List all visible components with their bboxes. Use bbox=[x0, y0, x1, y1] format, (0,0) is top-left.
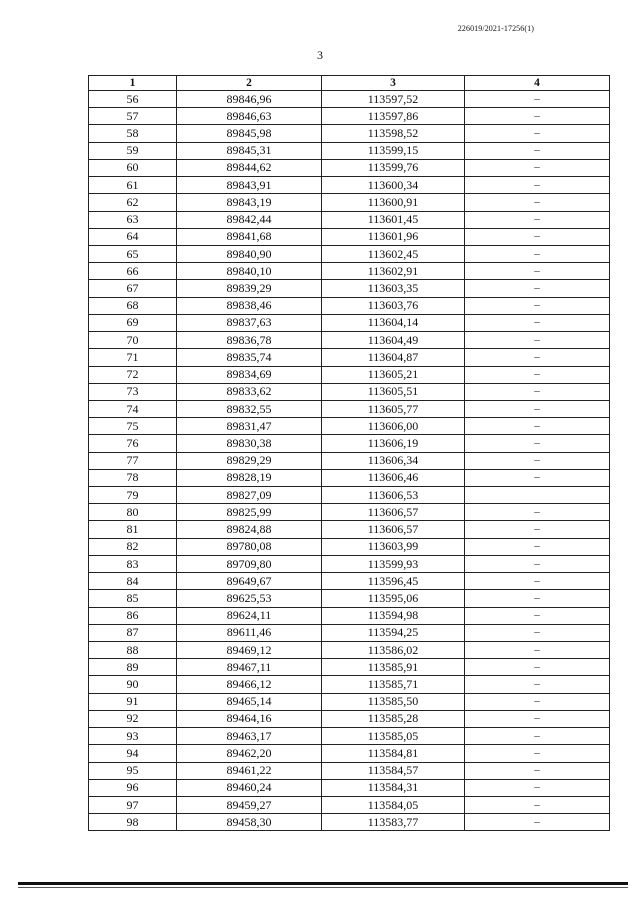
note-cell: – bbox=[465, 573, 610, 590]
note-cell: – bbox=[465, 332, 610, 349]
x-coordinate-cell: 89825,99 bbox=[177, 504, 322, 521]
note-cell: – bbox=[465, 590, 610, 607]
row-number-cell: 98 bbox=[89, 814, 177, 831]
column-header: 2 bbox=[177, 76, 322, 91]
note-cell: – bbox=[465, 280, 610, 297]
table-row bbox=[89, 142, 610, 159]
row-number-cell: 94 bbox=[89, 745, 177, 762]
y-coordinate-cell: 113585,28 bbox=[322, 710, 465, 727]
note-cell: – bbox=[465, 400, 610, 417]
x-coordinate-cell: 89838,46 bbox=[177, 297, 322, 314]
row-number-cell: 56 bbox=[89, 91, 177, 108]
row-number-cell: 72 bbox=[89, 366, 177, 383]
y-coordinate-cell: 113583,77 bbox=[322, 814, 465, 831]
note-cell: – bbox=[465, 349, 610, 366]
x-coordinate-cell: 89845,31 bbox=[177, 142, 322, 159]
footer-rule-thin bbox=[18, 887, 628, 888]
y-coordinate-cell: 113596,45 bbox=[322, 573, 465, 590]
y-coordinate-cell: 113599,93 bbox=[322, 555, 465, 572]
y-coordinate-cell: 113602,91 bbox=[322, 263, 465, 280]
table-row bbox=[89, 693, 610, 710]
row-number-cell: 64 bbox=[89, 228, 177, 245]
y-coordinate-cell: 113597,52 bbox=[322, 91, 465, 108]
document-id: 226019/2021-17256(1) bbox=[457, 24, 534, 33]
table-row bbox=[89, 211, 610, 228]
table-row bbox=[89, 228, 610, 245]
row-number-cell: 76 bbox=[89, 435, 177, 452]
row-number-cell: 85 bbox=[89, 590, 177, 607]
table-header-row bbox=[89, 76, 610, 91]
note-cell: – bbox=[465, 366, 610, 383]
note-cell: – bbox=[465, 435, 610, 452]
note-cell: – bbox=[465, 762, 610, 779]
row-number-cell: 88 bbox=[89, 642, 177, 659]
y-coordinate-cell: 113600,34 bbox=[322, 177, 465, 194]
row-number-cell: 74 bbox=[89, 400, 177, 417]
table-row bbox=[89, 177, 610, 194]
coordinates-table bbox=[88, 75, 610, 831]
note-cell: – bbox=[465, 91, 610, 108]
table-row bbox=[89, 194, 610, 211]
note-cell: – bbox=[465, 125, 610, 142]
note-cell: – bbox=[465, 194, 610, 211]
note-cell: – bbox=[465, 659, 610, 676]
table-row bbox=[89, 349, 610, 366]
note-cell: – bbox=[465, 263, 610, 280]
note-cell: – bbox=[465, 745, 610, 762]
x-coordinate-cell: 89831,47 bbox=[177, 418, 322, 435]
note-cell: – bbox=[465, 383, 610, 400]
x-coordinate-cell: 89844,62 bbox=[177, 159, 322, 176]
y-coordinate-cell: 113584,81 bbox=[322, 745, 465, 762]
table-row bbox=[89, 573, 610, 590]
x-coordinate-cell: 89846,63 bbox=[177, 108, 322, 125]
x-coordinate-cell: 89460,24 bbox=[177, 779, 322, 796]
row-number-cell: 68 bbox=[89, 297, 177, 314]
row-number-cell: 87 bbox=[89, 624, 177, 641]
y-coordinate-cell: 113584,57 bbox=[322, 762, 465, 779]
x-coordinate-cell: 89709,80 bbox=[177, 555, 322, 572]
row-number-cell: 62 bbox=[89, 194, 177, 211]
x-coordinate-cell: 89780,08 bbox=[177, 538, 322, 555]
x-coordinate-cell: 89840,90 bbox=[177, 245, 322, 262]
table-row bbox=[89, 383, 610, 400]
note-cell: – bbox=[465, 142, 610, 159]
table-row bbox=[89, 796, 610, 813]
x-coordinate-cell: 89462,20 bbox=[177, 745, 322, 762]
y-coordinate-cell: 113586,02 bbox=[322, 642, 465, 659]
x-coordinate-cell: 89841,68 bbox=[177, 228, 322, 245]
row-number-cell: 82 bbox=[89, 538, 177, 555]
note-cell: – bbox=[465, 607, 610, 624]
page-number: 3 bbox=[317, 48, 323, 62]
x-coordinate-cell: 89829,29 bbox=[177, 452, 322, 469]
note-cell: – bbox=[465, 177, 610, 194]
row-number-cell: 79 bbox=[89, 487, 177, 504]
x-coordinate-cell: 89824,88 bbox=[177, 521, 322, 538]
y-coordinate-cell: 113584,05 bbox=[322, 796, 465, 813]
row-number-cell: 65 bbox=[89, 245, 177, 262]
x-coordinate-cell: 89836,78 bbox=[177, 332, 322, 349]
y-coordinate-cell: 113602,45 bbox=[322, 245, 465, 262]
row-number-cell: 73 bbox=[89, 383, 177, 400]
row-number-cell: 75 bbox=[89, 418, 177, 435]
table-row bbox=[89, 452, 610, 469]
x-coordinate-cell: 89459,27 bbox=[177, 796, 322, 813]
table-row bbox=[89, 590, 610, 607]
y-coordinate-cell: 113606,00 bbox=[322, 418, 465, 435]
x-coordinate-cell: 89466,12 bbox=[177, 676, 322, 693]
row-number-cell: 96 bbox=[89, 779, 177, 796]
table-row bbox=[89, 263, 610, 280]
x-coordinate-cell: 89840,10 bbox=[177, 263, 322, 280]
table-row bbox=[89, 469, 610, 486]
x-coordinate-cell: 89835,74 bbox=[177, 349, 322, 366]
table-row bbox=[89, 624, 610, 641]
row-number-cell: 70 bbox=[89, 332, 177, 349]
table-row bbox=[89, 521, 610, 538]
y-coordinate-cell: 113585,71 bbox=[322, 676, 465, 693]
note-cell: – bbox=[465, 728, 610, 745]
x-coordinate-cell: 89463,17 bbox=[177, 728, 322, 745]
y-coordinate-cell: 113606,19 bbox=[322, 435, 465, 452]
note-cell: – bbox=[465, 228, 610, 245]
y-coordinate-cell: 113600,91 bbox=[322, 194, 465, 211]
x-coordinate-cell: 89839,29 bbox=[177, 280, 322, 297]
note-cell: – bbox=[465, 538, 610, 555]
table-row bbox=[89, 710, 610, 727]
row-number-cell: 95 bbox=[89, 762, 177, 779]
note-cell: – bbox=[465, 693, 610, 710]
row-number-cell: 61 bbox=[89, 177, 177, 194]
y-coordinate-cell: 113606,46 bbox=[322, 469, 465, 486]
y-coordinate-cell: 113594,25 bbox=[322, 624, 465, 641]
table-row bbox=[89, 400, 610, 417]
note-cell: – bbox=[465, 796, 610, 813]
y-coordinate-cell: 113605,51 bbox=[322, 383, 465, 400]
note-cell: – bbox=[465, 555, 610, 572]
x-coordinate-cell: 89828,19 bbox=[177, 469, 322, 486]
x-coordinate-cell: 89842,44 bbox=[177, 211, 322, 228]
x-coordinate-cell: 89624,11 bbox=[177, 607, 322, 624]
row-number-cell: 90 bbox=[89, 676, 177, 693]
row-number-cell: 71 bbox=[89, 349, 177, 366]
note-cell: – bbox=[465, 710, 610, 727]
x-coordinate-cell: 89625,53 bbox=[177, 590, 322, 607]
row-number-cell: 91 bbox=[89, 693, 177, 710]
note-cell: – bbox=[465, 779, 610, 796]
table-row bbox=[89, 108, 610, 125]
note-cell: – bbox=[465, 314, 610, 331]
y-coordinate-cell: 113585,05 bbox=[322, 728, 465, 745]
note-cell: – bbox=[465, 469, 610, 486]
x-coordinate-cell: 89832,55 bbox=[177, 400, 322, 417]
table-row bbox=[89, 762, 610, 779]
note-cell: – bbox=[465, 624, 610, 641]
table-row bbox=[89, 297, 610, 314]
row-number-cell: 66 bbox=[89, 263, 177, 280]
x-coordinate-cell: 89843,91 bbox=[177, 177, 322, 194]
note-cell: – bbox=[465, 814, 610, 831]
table-row bbox=[89, 728, 610, 745]
row-number-cell: 69 bbox=[89, 314, 177, 331]
y-coordinate-cell: 113604,14 bbox=[322, 314, 465, 331]
y-coordinate-cell: 113599,15 bbox=[322, 142, 465, 159]
table-row bbox=[89, 642, 610, 659]
table-row bbox=[89, 504, 610, 521]
row-number-cell: 93 bbox=[89, 728, 177, 745]
x-coordinate-cell: 89834,69 bbox=[177, 366, 322, 383]
y-coordinate-cell: 113599,76 bbox=[322, 159, 465, 176]
row-number-cell: 77 bbox=[89, 452, 177, 469]
table-row bbox=[89, 745, 610, 762]
y-coordinate-cell: 113594,98 bbox=[322, 607, 465, 624]
x-coordinate-cell: 89833,62 bbox=[177, 383, 322, 400]
row-number-cell: 63 bbox=[89, 211, 177, 228]
table-row bbox=[89, 125, 610, 142]
table-row bbox=[89, 159, 610, 176]
note-cell: – bbox=[465, 504, 610, 521]
note-cell: – bbox=[465, 211, 610, 228]
row-number-cell: 78 bbox=[89, 469, 177, 486]
table-row bbox=[89, 91, 610, 108]
table-row bbox=[89, 245, 610, 262]
x-coordinate-cell: 89461,22 bbox=[177, 762, 322, 779]
note-cell: – bbox=[465, 521, 610, 538]
table-row bbox=[89, 418, 610, 435]
y-coordinate-cell: 113601,45 bbox=[322, 211, 465, 228]
column-header: 3 bbox=[322, 76, 465, 91]
table-row bbox=[89, 676, 610, 693]
y-coordinate-cell: 113604,49 bbox=[322, 332, 465, 349]
row-number-cell: 92 bbox=[89, 710, 177, 727]
y-coordinate-cell: 113606,57 bbox=[322, 521, 465, 538]
note-cell bbox=[465, 487, 610, 504]
row-number-cell: 83 bbox=[89, 555, 177, 572]
column-header: 1 bbox=[89, 76, 177, 91]
y-coordinate-cell: 113595,06 bbox=[322, 590, 465, 607]
footer-rule bbox=[18, 882, 628, 885]
note-cell: – bbox=[465, 452, 610, 469]
x-coordinate-cell: 89464,16 bbox=[177, 710, 322, 727]
table-row bbox=[89, 435, 610, 452]
column-header: 4 bbox=[465, 76, 610, 91]
table-row bbox=[89, 659, 610, 676]
y-coordinate-cell: 113603,35 bbox=[322, 280, 465, 297]
x-coordinate-cell: 89837,63 bbox=[177, 314, 322, 331]
y-coordinate-cell: 113604,87 bbox=[322, 349, 465, 366]
table-row bbox=[89, 779, 610, 796]
table-row bbox=[89, 555, 610, 572]
y-coordinate-cell: 113585,50 bbox=[322, 693, 465, 710]
row-number-cell: 67 bbox=[89, 280, 177, 297]
row-number-cell: 81 bbox=[89, 521, 177, 538]
x-coordinate-cell: 89846,96 bbox=[177, 91, 322, 108]
row-number-cell: 97 bbox=[89, 796, 177, 813]
y-coordinate-cell: 113603,99 bbox=[322, 538, 465, 555]
table-row bbox=[89, 332, 610, 349]
row-number-cell: 80 bbox=[89, 504, 177, 521]
y-coordinate-cell: 113606,53 bbox=[322, 487, 465, 504]
note-cell: – bbox=[465, 297, 610, 314]
y-coordinate-cell: 113598,52 bbox=[322, 125, 465, 142]
note-cell: – bbox=[465, 676, 610, 693]
x-coordinate-cell: 89469,12 bbox=[177, 642, 322, 659]
row-number-cell: 86 bbox=[89, 607, 177, 624]
table-row bbox=[89, 487, 610, 504]
x-coordinate-cell: 89458,30 bbox=[177, 814, 322, 831]
row-number-cell: 59 bbox=[89, 142, 177, 159]
x-coordinate-cell: 89611,46 bbox=[177, 624, 322, 641]
x-coordinate-cell: 89465,14 bbox=[177, 693, 322, 710]
x-coordinate-cell: 89843,19 bbox=[177, 194, 322, 211]
note-cell: – bbox=[465, 108, 610, 125]
x-coordinate-cell: 89845,98 bbox=[177, 125, 322, 142]
row-number-cell: 57 bbox=[89, 108, 177, 125]
table-row bbox=[89, 314, 610, 331]
x-coordinate-cell: 89467,11 bbox=[177, 659, 322, 676]
row-number-cell: 58 bbox=[89, 125, 177, 142]
x-coordinate-cell: 89649,67 bbox=[177, 573, 322, 590]
x-coordinate-cell: 89830,38 bbox=[177, 435, 322, 452]
row-number-cell: 84 bbox=[89, 573, 177, 590]
y-coordinate-cell: 113585,91 bbox=[322, 659, 465, 676]
y-coordinate-cell: 113605,77 bbox=[322, 400, 465, 417]
note-cell: – bbox=[465, 418, 610, 435]
y-coordinate-cell: 113584,31 bbox=[322, 779, 465, 796]
y-coordinate-cell: 113603,76 bbox=[322, 297, 465, 314]
table-row bbox=[89, 280, 610, 297]
table-row bbox=[89, 607, 610, 624]
table-row bbox=[89, 366, 610, 383]
y-coordinate-cell: 113601,96 bbox=[322, 228, 465, 245]
x-coordinate-cell: 89827,09 bbox=[177, 487, 322, 504]
note-cell: – bbox=[465, 159, 610, 176]
y-coordinate-cell: 113606,57 bbox=[322, 504, 465, 521]
table-row bbox=[89, 814, 610, 831]
row-number-cell: 89 bbox=[89, 659, 177, 676]
y-coordinate-cell: 113606,34 bbox=[322, 452, 465, 469]
y-coordinate-cell: 113605,21 bbox=[322, 366, 465, 383]
y-coordinate-cell: 113597,86 bbox=[322, 108, 465, 125]
note-cell: – bbox=[465, 245, 610, 262]
table-row bbox=[89, 538, 610, 555]
note-cell: – bbox=[465, 642, 610, 659]
row-number-cell: 60 bbox=[89, 159, 177, 176]
